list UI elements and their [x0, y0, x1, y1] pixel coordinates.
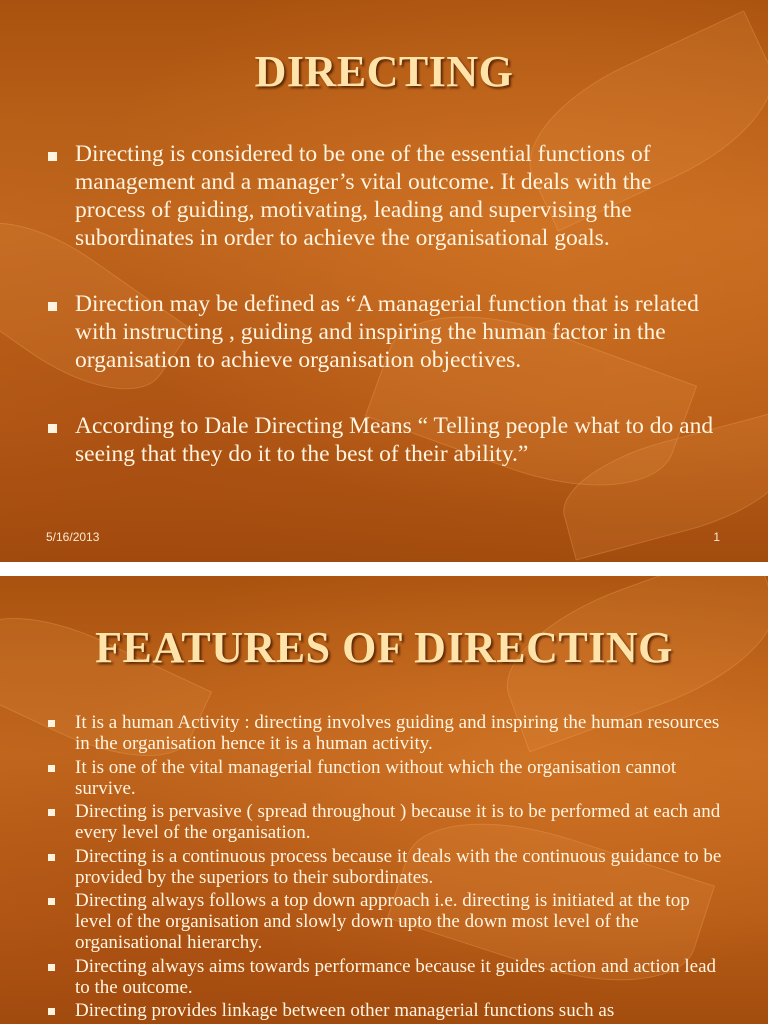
- slide-title: DIRECTING: [254, 47, 514, 96]
- bullet-text: It is one of the vital managerial function without which the organisation cannot survive.: [75, 756, 677, 799]
- slide-separator: [0, 562, 768, 576]
- bullet-item: [0, 757, 768, 799]
- bullet-text: It is a human Activity : directing involves guiding and inspiring the human resources in the organisation hence it is a human activity.: [75, 712, 720, 754]
- bullet-item: [0, 412, 768, 468]
- bullet-square-icon: [48, 898, 55, 905]
- footer-page-number: 1: [713, 530, 720, 544]
- bullet-item: [0, 846, 768, 888]
- bullet-square-icon: [48, 964, 55, 971]
- bullet-text: According to Dale Directing Means “ Telling people what to do and seeing that they do it to the best of their ability.”: [75, 413, 714, 467]
- bullet-item: [0, 956, 768, 998]
- bullet-text: Directing is considered to be one of the essential functions of management and a manager’s vital outcome. It deals with the process of guiding, motivating, leading and supervising the subordinates in order to achieve the organisational goals.: [75, 141, 652, 251]
- bullet-square-icon: [48, 720, 55, 727]
- bullet-square-icon: [48, 765, 55, 772]
- bullet-square-icon: [48, 854, 55, 861]
- bullet-square-icon: [48, 302, 57, 311]
- bullet-item: [0, 801, 768, 843]
- bullet-square-icon: [48, 1008, 55, 1015]
- slide-2: [0, 576, 768, 1024]
- slide-title: FEATURES OF DIRECTING: [95, 623, 673, 672]
- bullet-item: [0, 890, 768, 953]
- bullet-text: Directing always aims towards performance because it guides action and action lead to the outcome.: [75, 955, 717, 998]
- bullet-text: Directing provides linkage between other managerial functions such as: [75, 1000, 615, 1021]
- bullet-list: [0, 712, 768, 1024]
- bullet-text: Directing is a continuous process because it deals with the continuous guidance to be provided by the superiors to their subordinates.: [75, 845, 722, 888]
- bullet-square-icon: [48, 424, 57, 433]
- bullet-item: [0, 712, 768, 754]
- bullet-list: [0, 140, 768, 506]
- bullet-square-icon: [48, 152, 57, 161]
- bullet-text: Direction may be defined as “A managerial function that is related with instructing , guiding and inspiring the human factor in the organisation to achieve organisation objectives.: [75, 291, 699, 373]
- bullet-text: Directing is pervasive ( spread throughout ) because it is to be performed at each and every level of the organisation.: [75, 801, 721, 843]
- bullet-text: Directing always follows a top down approach i.e. directing is initiated at the top level of the organisation and slowly down upto the down most level of the organisational hierarchy.: [75, 890, 690, 953]
- footer-date: 5/16/2013: [46, 530, 100, 544]
- bullet-square-icon: [48, 809, 55, 816]
- bullet-item: [0, 1000, 768, 1021]
- bullet-item: [0, 140, 768, 252]
- bullet-item: [0, 290, 768, 374]
